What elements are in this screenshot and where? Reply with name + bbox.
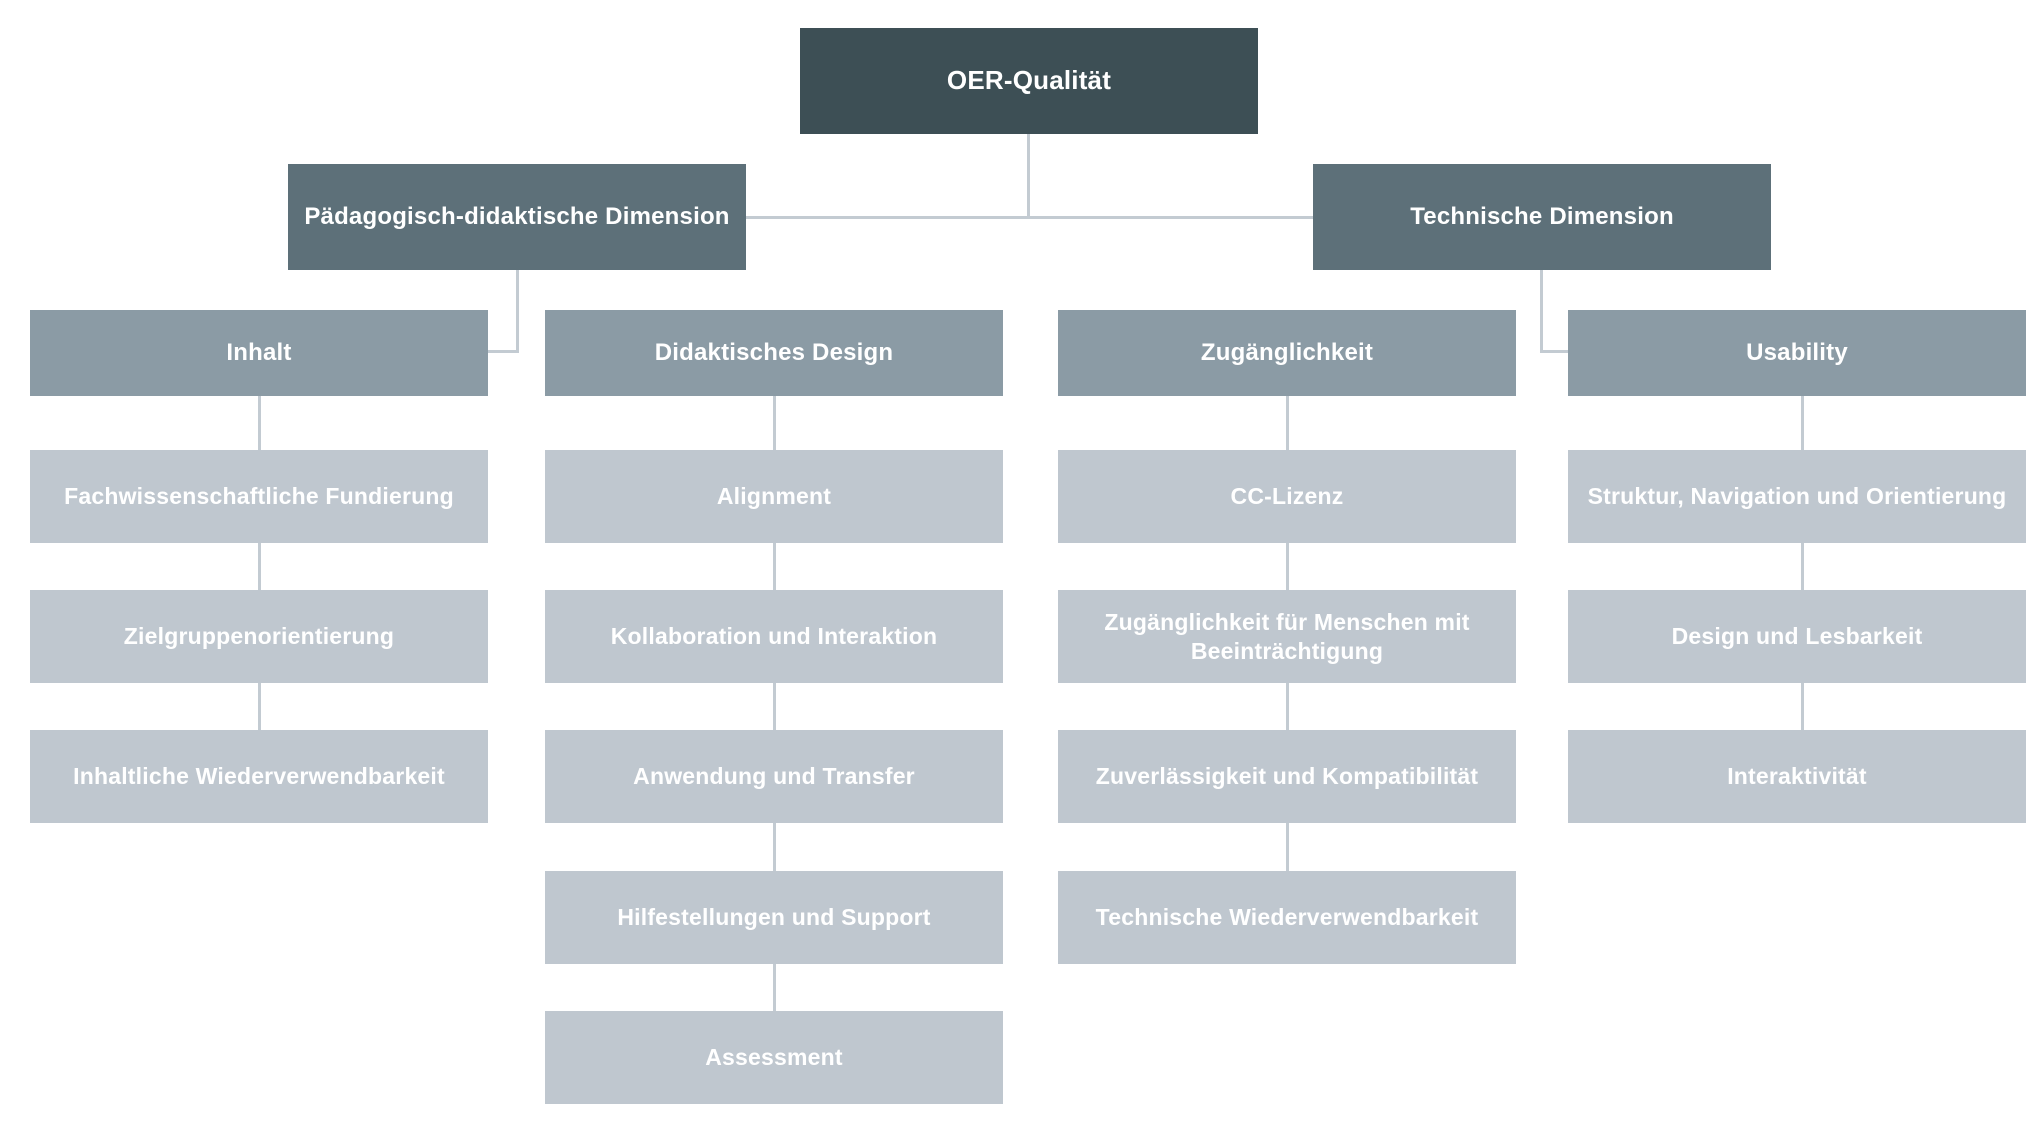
node-technische-wiederverwendbarkeit: Technische Wiederverwendbarkeit — [1058, 871, 1516, 964]
node-zielgruppenorientierung: Zielgruppenorientierung — [30, 590, 488, 683]
node-hilfestellungen-und-support: Hilfestellungen und Support — [545, 871, 1003, 964]
node-didaktisches-design: Didaktisches Design — [545, 310, 1003, 396]
node-assessment: Assessment — [545, 1011, 1003, 1104]
node-zugaenglichkeit-fuer-menschen-mit-beeintraechtig: Zugänglichkeit für Menschen mit Beeinträchtigung — [1058, 590, 1516, 683]
node-usability: Usability — [1568, 310, 2026, 396]
node-design-und-lesbarkeit: Design und Lesbarkeit — [1568, 590, 2026, 683]
node-inhalt: Inhalt — [30, 310, 488, 396]
node-cc-lizenz: CC-Lizenz — [1058, 450, 1516, 543]
node-zuverlaessigkeit-und-kompatibilitaet: Zuverlässigkeit und Kompatibilität — [1058, 730, 1516, 823]
node-kollaboration-und-interaktion: Kollaboration und Interaktion — [545, 590, 1003, 683]
node-technische-dimension: Technische Dimension — [1313, 164, 1771, 270]
node-paedagogisch-didaktische-dimension: Pädagogisch-didaktische Dimension — [288, 164, 746, 270]
node-inhaltliche-wiederverwendbarkeit: Inhaltliche Wiederverwendbarkeit — [30, 730, 488, 823]
node-zugaenglichkeit: Zugänglichkeit — [1058, 310, 1516, 396]
node-interaktivitaet: Interaktivität — [1568, 730, 2026, 823]
node-anwendung-und-transfer: Anwendung und Transfer — [545, 730, 1003, 823]
node-oer-qualitaet: OER-Qualität — [800, 28, 1258, 134]
node-fachwissenschaftliche-fundierung: Fachwissenschaftliche Fundierung — [30, 450, 488, 543]
node-struktur-navigation-und-orientierung: Struktur, Navigation und Orientierung — [1568, 450, 2026, 543]
connector-root-stem — [1027, 134, 1030, 218]
node-alignment: Alignment — [545, 450, 1003, 543]
